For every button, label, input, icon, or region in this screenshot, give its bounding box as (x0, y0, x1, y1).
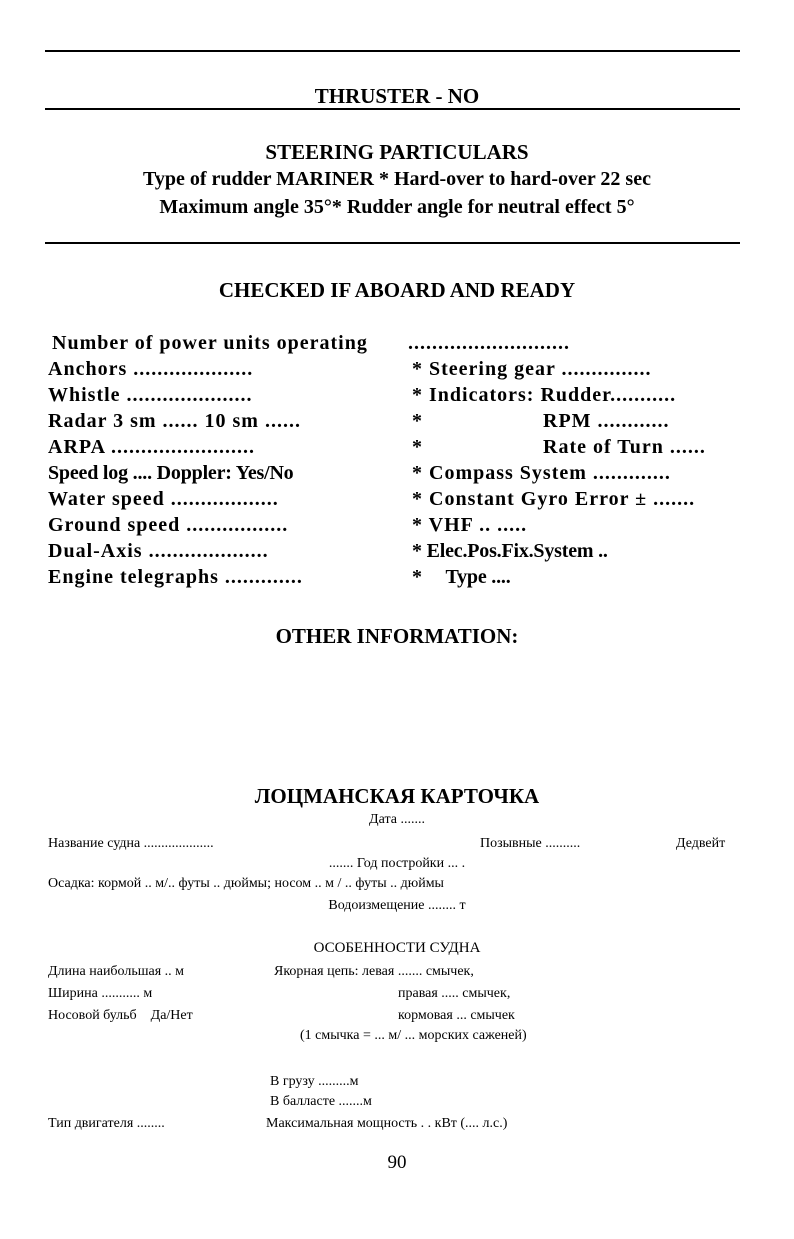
right-item-rpm: * RPM ............ (412, 410, 670, 432)
checked-title: CHECKED IF ABOARD AND READY (218, 278, 576, 302)
steering-rule (45, 242, 740, 244)
anchor-chain-starboard: правая ..... смычек, (398, 986, 511, 1001)
shackle-note: (1 смычка = ... м/ ... морских саженей) (300, 1028, 527, 1043)
left-item-ground-speed: Ground speed ................. (48, 514, 289, 536)
right-item-rate-of-turn: * Rate of Turn ...... (412, 436, 706, 458)
max-power-field: Максимальная мощность . . кВт (.... л.с.) (266, 1116, 508, 1131)
breadth-field: Ширина ........... м (48, 986, 153, 1001)
bulbous-bow-field: Носовой бульб Да/Нет (48, 1008, 193, 1023)
draft-line: Осадка: кормой .. м/.. футы .. дюймы; носом .. м / .. футы .. дюймы (48, 876, 444, 891)
right-item-gyro-error: * Constant Gyro Error ± ....... (412, 488, 696, 510)
ship-name-field: Название судна .................... (48, 836, 214, 851)
ship-features-title: ОСОБЕННОСТИ СУДНА (313, 940, 481, 956)
other-information-heading: OTHER INFORMATION: (275, 624, 519, 648)
draft-ballast: В балласте .......м (270, 1094, 372, 1109)
right-item-elec-pos-fix: * Elec.Pos.Fix.System .. (412, 540, 608, 562)
page-number: 90 (387, 1152, 407, 1173)
right-item-dots: ........................... (408, 332, 570, 354)
right-item-steering-gear: * Steering gear ............... (412, 358, 652, 380)
pilot-card-title: ЛОЦМАНСКАЯ КАРТОЧКА (254, 784, 540, 808)
displacement-line: Водоизмещение ........ т (328, 898, 466, 913)
left-item-water-speed: Water speed .................. (48, 488, 279, 510)
deadweight-field: Дедвейт (676, 836, 726, 851)
right-item-vhf: * VHF .. ..... (412, 514, 528, 536)
left-item-whistle: Whistle ..................... (48, 384, 253, 406)
steering-line-2: Maximum angle 35°* Rudder angle for neutral effect 5° (159, 196, 635, 218)
call-sign-field: Позывные .......... (480, 836, 581, 851)
right-item-indicators-rudder: * Indicators: Rudder........... (412, 384, 677, 406)
anchor-chain-port: Якорная цепь: левая ....... смычек, (274, 964, 474, 979)
draft-loaded: В грузу .........м (270, 1074, 359, 1089)
year-built-line: ....... Год постройки ... . (328, 856, 466, 871)
thruster-rule (45, 108, 740, 110)
right-item-compass: * Compass System ............. (412, 462, 671, 484)
left-item-dual-axis: Dual-Axis .................... (48, 540, 269, 562)
thruster-heading: THRUSTER - NO (314, 84, 480, 108)
pilot-card-date: Дата ....... (369, 812, 425, 827)
left-item-speed-log: Speed log .... Doppler: Yes/No (48, 462, 294, 484)
top-rule (45, 50, 740, 52)
engine-type-field: Тип двигателя ........ (48, 1116, 165, 1131)
anchor-chain-stern: кормовая ... смычек (398, 1008, 515, 1023)
left-item-anchors: Anchors .................... (48, 358, 254, 380)
left-item-arpa: ARPA ........................ (48, 436, 255, 458)
length-overall-field: Длина наибольшая .. м (48, 964, 185, 979)
steering-title: STEERING PARTICULARS (265, 140, 529, 164)
left-item-engine-telegraphs: Engine telegraphs ............. (48, 566, 303, 588)
left-item-radar: Radar 3 sm ...... 10 sm ...... (48, 410, 301, 432)
right-item-type: * Type .... (412, 566, 511, 588)
left-item-power-units: Number of power units operating (52, 332, 368, 354)
steering-line-1: Type of rudder MARINER * Hard-over to hard-over 22 sec (143, 168, 651, 190)
